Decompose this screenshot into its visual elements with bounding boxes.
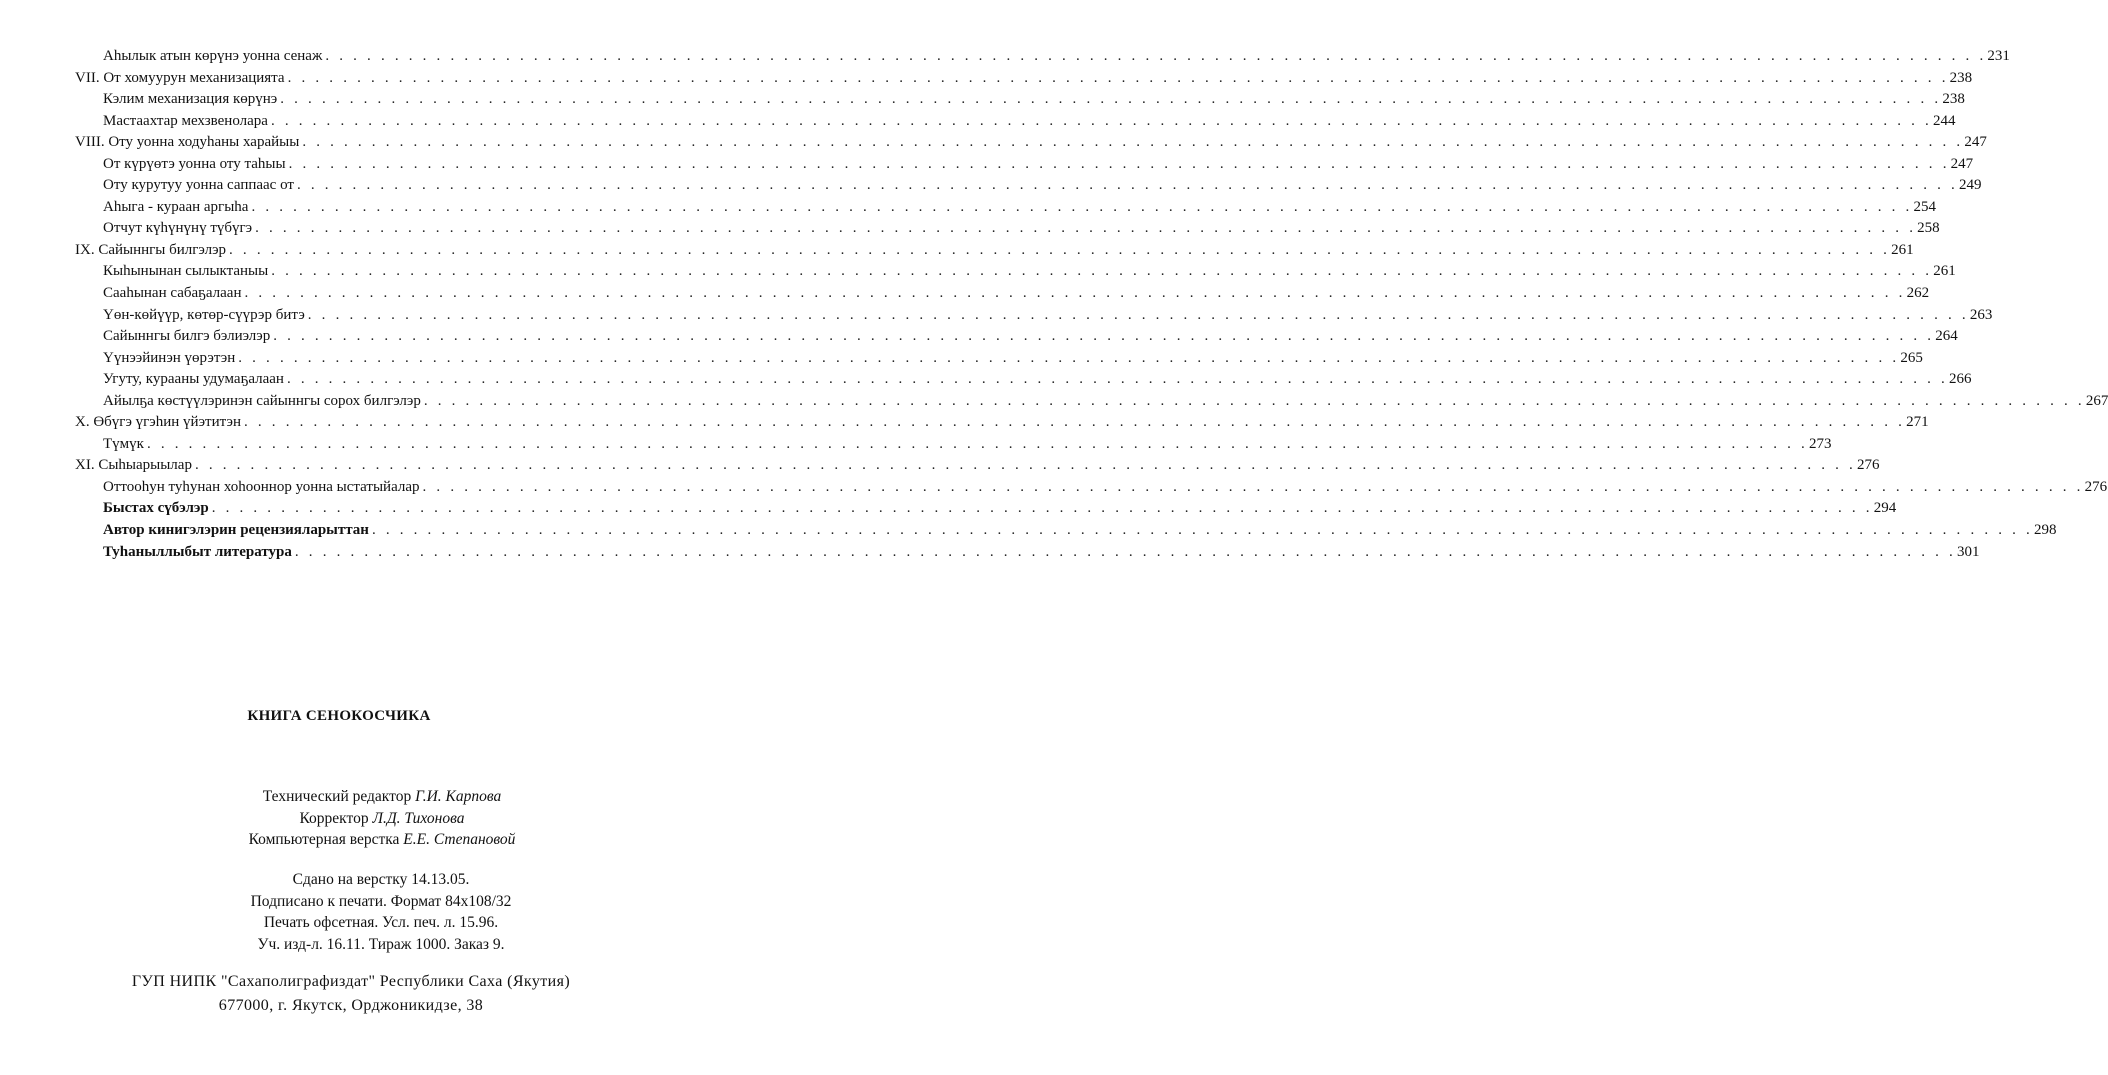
toc-page-number: 258 [1917, 220, 1940, 237]
dot-leader: . . . . . . . . . . . . . . . . . . . . . . . . . . . . . . . . . . . . . . . . . . . . . . . . . . . . . . . . . . . . . . . . . . . . . . . . . . . . . . . . . . . . . . . . . . . . . . . . . . . . . . . . . . . . . . . . . . . . . . . . [302, 134, 1964, 151]
toc-entry [0, 111, 1956, 133]
toc-page-number: 261 [1933, 263, 1956, 280]
toc-entry-title [75, 240, 229, 262]
toc-entry [0, 391, 2108, 413]
toc-entry-line [103, 369, 1972, 391]
chapter-number: VII. [75, 69, 100, 86]
dot-leader: . . . . . . . . . . . . . . . . . . . . . . . . . . . . . . . . . . . . . . . . . . . . . . . . . . . . . . . . . . . . . . . . . . . . . . . . . . . . . . . . . . . . . . . . . . . . . . . . . . . . . . . . . . . . . . . . . . . . . . . . [288, 155, 1950, 172]
toc-title-text: Автор кинигэлэрин рецензияларыттан [103, 522, 369, 539]
dot-leader: . . . . . . . . . . . . . . . . . . . . . . . . . . . . . . . . . . . . . . . . . . . . . . . . . . . . . . . . . . . . . . . . . . . . . . . . . . . . . . . . . . . . . . . . . . . . . . . . . . . . . . . . . . . . . . . . . . . . . . . . [244, 285, 1906, 302]
toc-title-text: Үөн-көйүүр, көтөр-сүүрэр битэ [103, 306, 305, 323]
toc-entry-line [75, 455, 1880, 477]
toc-title-text: Айылҕа көстүүлэринэн сайыннгы сорох билгэлэр [103, 392, 421, 409]
toc-entry-line [103, 89, 1965, 111]
toc-title-text: Сааһынан сабаҕалаан [103, 285, 242, 302]
dot-leader: . . . . . . . . . . . . . . . . . . . . . . . . . . . . . . . . . . . . . . . . . . . . . . . . . . . . . . . . . . . . . . . . . . . . . . . . . . . . . . . . . . . . . . . . . . . . . . . . . . . . . . . . . . . . . . . . . . . . . . . . [325, 48, 1987, 64]
toc-entry-title [103, 369, 287, 391]
dot-leader: . . . . . . . . . . . . . . . . . . . . . . . . . . . . . . . . . . . . . . . . . . . . . . . . . . . . . . . . . . . . . . . . . . . . . . . . . . . . . . . . . . . . . . . . . . . . . . . . . . . . . . . . . . . . . . . . . . . . . . . . [280, 91, 1942, 108]
toc-page-number: 247 [1950, 155, 1974, 172]
toc-title-text: Сайыннгы билгэ бэлиэлэр [103, 328, 271, 345]
toc-entry-title [103, 434, 147, 456]
imprint-line: Сдано на верстку 14.13.05. [292, 871, 470, 888]
toc-title-text: Аһыга - кураан аргыһа [103, 198, 249, 215]
toc-title-text: Аһылык атын көрүнэ уонна сенаж [103, 48, 323, 64]
toc-entry-title [103, 348, 238, 370]
toc-entry [0, 240, 1914, 262]
toc-page-number: 247 [1964, 134, 1987, 151]
dot-leader: . . . . . . . . . . . . . . . . . . . . . . . . . . . . . . . . . . . . . . . . . . . . . . . . . . . . . . . . . . . . . . . . . . . . . . . . . . . . . . . . . . . . . . . . . . . . . . . . . . . . . . . . . . . . . . . . . . . . . . . . [307, 306, 1969, 323]
toc-page-number: 294 [1873, 500, 1897, 517]
dot-leader: . . . . . . . . . . . . . . . . . . . . . . . . . . . . . . . . . . . . . . . . . . . . . . . . . . . . . . . . . . . . . . . . . . . . . . . . . . . . . . . . . . . . . . . . . . . . . . . . . . . . . . . . . . . . . . . . . . . . . . . . [194, 457, 1857, 474]
toc-entry-line [103, 261, 1956, 283]
toc-entry-title [103, 305, 308, 327]
publisher-name: ГУП НИПК "Сахаполиграфиздат" Республики Саха (Якутия) [131, 973, 571, 990]
publisher-block [12, 970, 690, 1018]
dot-leader: . . . . . . . . . . . . . . . . . . . . . . . . . . . . . . . . . . . . . . . . . . . . . . . . . . . . . . . . . . . . . . . . . . . . . . . . . . . . . . . . . . . . . . . . . . . . . . . . . . . . . . . . . . . . . . . . . . . . . . . . [229, 241, 1891, 258]
toc-entry-title [75, 132, 302, 154]
toc-entry [0, 175, 1982, 197]
dot-leader: . . . . . . . . . . . . . . . . . . . . . . . . . . . . . . . . . . . . . . . . . . . . . . . . . . . . . . . . . . . . . . . . . . . . . . . . . . . . . . . . . . . . . . . . . . . . . . . . . . . . . . . . . . . . . . . . . . . . . . . . [255, 220, 1917, 237]
toc-entry [0, 305, 1993, 327]
toc-title-text: Өбүгэ үгэһин үйэтитэн [93, 414, 241, 431]
toc-entry [0, 455, 1880, 477]
dot-leader: . . . . . . . . . . . . . . . . . . . . . . . . . . . . . . . . . . . . . . . . . . . . . . . . . . . . . . . . . . . . . . . . . . . . . . . . . . . . . . . . . . . . . . . . . . . . . . . . . . . . . . . . . . . . . . . . . . . . . . . . [286, 371, 1948, 388]
corrector-name: Л.Д. Тихонова [372, 809, 465, 827]
toc-entry-title [103, 261, 271, 283]
dot-leader: . . . . . . . . . . . . . . . . . . . . . . . . . . . . . . . . . . . . . . . . . . . . . . . . . . . . . . . . . . . . . . . . . . . . . . . . . . . . . . . . . . . . . . . . . . . . . . . . . . . . . . . . . . . . . . . . . . . . . . . . [146, 435, 1809, 452]
toc-entry [0, 68, 1973, 90]
toc-entry-title [75, 68, 288, 90]
toc-entry-line [103, 111, 1956, 133]
credits-block [43, 786, 721, 851]
toc-page-number: 264 [1935, 328, 1958, 345]
dot-leader: . . . . . . . . . . . . . . . . . . . . . . . . . . . . . . . . . . . . . . . . . . . . . . . . . . . . . . . . . . . . . . . . . . . . . . . . . . . . . . . . . . . . . . . . . . . . . . . . . . . . . . . . . . . . . . . . . . . . . . . . [423, 392, 2085, 409]
toc-entry [0, 132, 1987, 154]
toc-title-text: Угуту, курааны удумаҕалаан [103, 371, 284, 388]
toc-entry-line [103, 477, 2108, 499]
toc-entry-title [103, 46, 325, 68]
toc-entry-line [103, 197, 1936, 219]
toc-page-number: 276 [1857, 457, 1880, 474]
toc-entry [0, 348, 1923, 370]
toc-entry-line [103, 46, 2010, 68]
toc-page-number: 249 [1959, 177, 1982, 194]
toc-entry [0, 542, 1980, 564]
toc-entry [0, 218, 1940, 240]
toc-entry [0, 434, 1832, 456]
toc-entry-title [103, 154, 289, 176]
toc-entry [0, 477, 2108, 499]
toc-title-text: Түмүк [103, 435, 144, 452]
toc-page-number: 265 [1900, 349, 1923, 366]
toc-entry-line [103, 520, 2057, 542]
toc-page-number: 273 [1809, 435, 1832, 452]
dot-leader: . . . . . . . . . . . . . . . . . . . . . . . . . . . . . . . . . . . . . . . . . . . . . . . . . . . . . . . . . . . . . . . . . . . . . . . . . . . . . . . . . . . . . . . . . . . . . . . . . . . . . . . . . . . . . . . . . . . . . . . . [238, 349, 1900, 366]
toc-entry-line [103, 542, 1980, 564]
toc-entry-line [103, 305, 1993, 327]
toc-entry-title [103, 89, 280, 111]
tech-editor-name: Г.И. Карпова [415, 788, 502, 805]
toc-entry [0, 520, 2057, 542]
toc-title-text: Сыһыарыылар [98, 457, 192, 474]
toc-entry-line [103, 434, 1832, 456]
toc-entry-title [103, 326, 273, 348]
toc-entry-line [103, 218, 1940, 240]
dot-leader: . . . . . . . . . . . . . . . . . . . . . . . . . . . . . . . . . . . . . . . . . . . . . . . . . . . . . . . . . . . . . . . . . . . . . . . . . . . . . . . . . . . . . . . . . . . . . . . . . . . . . . . . . . . . . . . . . . . . . . . . [273, 328, 1935, 345]
layout-label: Компьютерная верстка [248, 831, 400, 848]
toc-title-text: Кэлим механизация көрүнэ [103, 91, 278, 108]
toc-entry [0, 154, 1974, 176]
toc-title-text: Мастаахтар мехзвенолара [103, 112, 268, 129]
toc-page-number: 238 [1949, 69, 1973, 86]
toc-title-text: Сайыннгы билгэлэр [98, 241, 227, 258]
toc-entry-line [103, 498, 1897, 520]
toc-entry-title [103, 218, 255, 240]
toc-entry-title [103, 520, 372, 542]
toc-entry-line [103, 391, 2108, 413]
toc-entry-title [103, 542, 295, 564]
chapter-number: VIII. [75, 134, 105, 151]
imprint-line: Уч. изд-л. 16.11. Тираж 1000. Заказ 9. [257, 935, 505, 953]
dot-leader: . . . . . . . . . . . . . . . . . . . . . . . . . . . . . . . . . . . . . . . . . . . . . . . . . . . . . . . . . . . . . . . . . . . . . . . . . . . . . . . . . . . . . . . . . . . . . . . . . . . . . . . . . . . . . . . . . . . . . . . . [244, 414, 1906, 431]
toc-title-text: Оттооһун туһунан хоһооннор уонна ыстатыйалар [103, 478, 420, 495]
imprint-line: Печать офсетная. Усл. печ. л. 15.96. [263, 914, 499, 931]
toc-page-number: 244 [1933, 112, 1956, 129]
toc-entry [0, 89, 1965, 111]
toc-entry [0, 261, 1956, 283]
toc-entry-title [103, 477, 423, 499]
toc-entry [0, 46, 2010, 68]
toc-entry [0, 197, 1936, 219]
book-title: КНИГА СЕНОКОСЧИКА [247, 708, 431, 724]
toc-entry-line [103, 326, 1958, 348]
toc-page-number: 231 [1987, 48, 2010, 64]
toc-entry-line [103, 348, 1923, 370]
dot-leader: . . . . . . . . . . . . . . . . . . . . . . . . . . . . . . . . . . . . . . . . . . . . . . . . . . . . . . . . . . . . . . . . . . . . . . . . . . . . . . . . . . . . . . . . . . . . . . . . . . . . . . . . . . . . . . . . . . . . . . . . [270, 112, 1933, 129]
publisher-address: 677000, г. Якутск, Орджоникидзе, 38 [218, 997, 484, 1014]
imprint-block [42, 869, 720, 955]
dot-leader: . . . . . . . . . . . . . . . . . . . . . . . . . . . . . . . . . . . . . . . . . . . . . . . . . . . . . . . . . . . . . . . . . . . . . . . . . . . . . . . . . . . . . . . . . . . . . . . . . . . . . . . . . . . . . . . . . . . . . . . . [294, 543, 1956, 560]
chapter-number: XI. [75, 457, 95, 474]
toc-page-number: 262 [1906, 285, 1930, 302]
toc-title-text: Кыһынынан сылыктаныы [103, 263, 269, 280]
dot-leader: . . . . . . . . . . . . . . . . . . . . . . . . . . . . . . . . . . . . . . . . . . . . . . . . . . . . . . . . . . . . . . . . . . . . . . . . . . . . . . . . . . . . . . . . . . . . . . . . . . . . . . . . . . . . . . . . . . . . . . . . [296, 177, 1959, 194]
toc-entry-line [75, 412, 1929, 434]
tech-editor-line [43, 786, 721, 808]
toc-entry-line [103, 283, 1930, 305]
dot-leader: . . . . . . . . . . . . . . . . . . . . . . . . . . . . . . . . . . . . . . . . . . . . . . . . . . . . . . . . . . . . . . . . . . . . . . . . . . . . . . . . . . . . . . . . . . . . . . . . . . . . . . . . . . . . . . . . . . . . . . . . [251, 198, 1913, 215]
toc-page-number: 267 [2085, 392, 2108, 409]
toc-title-text: Быстах сүбэлэр [103, 500, 209, 517]
toc-entry-title [75, 455, 195, 477]
layout-name: Е.Е. Степановой [403, 831, 516, 848]
tech-editor-label: Технический редактор [262, 788, 412, 805]
toc-page-number: 271 [1906, 414, 1929, 431]
toc-page-number: 276 [2084, 478, 2108, 495]
toc-title-text: От хомуурун механизацията [103, 69, 285, 86]
toc-entry-title [103, 498, 212, 520]
toc-page-number: 301 [1956, 543, 1980, 560]
toc-entry-title [103, 283, 245, 305]
toc-page-number: 261 [1891, 241, 1914, 258]
toc-entry [0, 326, 1958, 348]
toc-page-number: 263 [1969, 306, 1993, 323]
toc-entry-line [103, 154, 1974, 176]
toc-title-text: Оту курутуу уонна саппаас от [103, 177, 294, 194]
toc-title-text: Отчут күһүнүнү түбүгэ [103, 220, 253, 237]
toc-entry-title [103, 197, 251, 219]
toc-entry [0, 369, 1972, 391]
toc-page-number: 254 [1913, 198, 1936, 215]
dot-leader: . . . . . . . . . . . . . . . . . . . . . . . . . . . . . . . . . . . . . . . . . . . . . . . . . . . . . . . . . . . . . . . . . . . . . . . . . . . . . . . . . . . . . . . . . . . . . . . . . . . . . . . . . . . . . . . . . . . . . . . . [211, 500, 1873, 517]
corrector-line [43, 808, 721, 830]
dot-leader: . . . . . . . . . . . . . . . . . . . . . . . . . . . . . . . . . . . . . . . . . . . . . . . . . . . . . . . . . . . . . . . . . . . . . . . . . . . . . . . . . . . . . . . . . . . . . . . . . . . . . . . . . . . . . . . . . . . . . . . . [287, 69, 1949, 86]
toc-entry-title [75, 412, 244, 434]
toc-entry-title [103, 175, 297, 197]
dot-leader: . . . . . . . . . . . . . . . . . . . . . . . . . . . . . . . . . . . . . . . . . . . . . . . . . . . . . . . . . . . . . . . . . . . . . . . . . . . . . . . . . . . . . . . . . . . . . . . . . . . . . . . . . . . . . . . . . . . . . . . . [271, 263, 1933, 280]
toc-title-text: От күрүөтэ уонна оту таһыы [103, 155, 286, 172]
chapter-number: IX. [75, 241, 95, 258]
toc-entry [0, 412, 1929, 434]
corrector-label: Корректор [299, 809, 369, 827]
toc-entry [0, 283, 1930, 305]
toc-entry-title [103, 111, 271, 133]
toc-page-number: 266 [1949, 371, 1972, 388]
toc-entry-line [103, 175, 1982, 197]
table-of-contents [0, 46, 2108, 563]
toc-title-text: Туһаныллыбыт литература [103, 543, 292, 560]
toc-page-number: 238 [1942, 91, 1965, 108]
dot-leader: . . . . . . . . . . . . . . . . . . . . . . . . . . . . . . . . . . . . . . . . . . . . . . . . . . . . . . . . . . . . . . . . . . . . . . . . . . . . . . . . . . . . . . . . . . . . . . . . . . . . . . . . . . . . . . . . . . . . . . . . [422, 478, 2084, 495]
toc-entry-title [103, 391, 424, 413]
toc-title-text: Оту уонна ходуһаны харайыы [108, 134, 300, 151]
imprint-line: Подписано к печати. Формат 84x108/32 [250, 892, 512, 910]
toc-entry-line [75, 68, 1973, 90]
toc-entry-line [75, 240, 1914, 262]
chapter-number: X. [75, 414, 90, 431]
layout-line [43, 829, 721, 851]
toc-page-number: 298 [2034, 522, 2057, 539]
dot-leader: . . . . . . . . . . . . . . . . . . . . . . . . . . . . . . . . . . . . . . . . . . . . . . . . . . . . . . . . . . . . . . . . . . . . . . . . . . . . . . . . . . . . . . . . . . . . . . . . . . . . . . . . . . . . . . . . . . . . . . . . [371, 522, 2034, 539]
toc-entry-line [75, 132, 1987, 154]
toc-title-text: Үүнээйинэн үөрэтэн [103, 349, 236, 366]
toc-entry [0, 498, 1897, 520]
